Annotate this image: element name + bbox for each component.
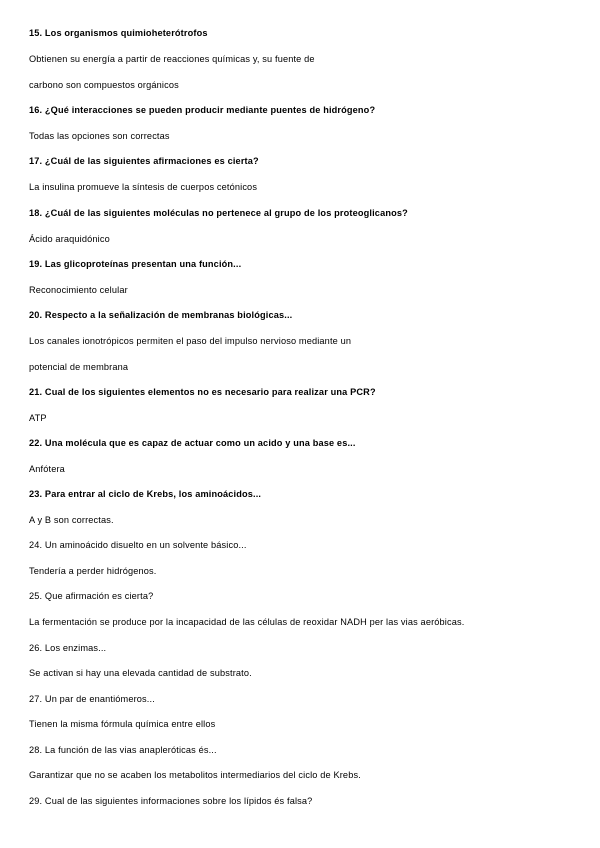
question-24: 24. Un aminoácido disuelto en un solvente básico... xyxy=(29,540,247,550)
question-17: 17. ¿Cuál de las siguientes afirmaciones es cierta? xyxy=(29,156,259,166)
answer-16: Todas las opciones son correctas xyxy=(29,131,170,141)
answer-18: Ácido araquidónico xyxy=(29,234,110,244)
question-18: 18. ¿Cuál de las siguientes moléculas no pertenece al grupo de los proteoglicanos? xyxy=(29,208,408,218)
question-23: 23. Para entrar al ciclo de Krebs, los aminoácidos... xyxy=(29,489,262,499)
question-21: 21. Cual de los siguientes elementos no es necesario para realizar una PCR? xyxy=(29,387,376,397)
question-25: 25. Que afirmación es cierta? xyxy=(29,591,154,601)
question-29: 29. Cual de las siguientes informaciones sobre los lípidos és falsa? xyxy=(29,796,313,806)
answer-25: La fermentación se produce por la incapacidad de las células de reoxidar NADH per las vias aeróbicas. xyxy=(29,617,465,627)
answer-21: ATP xyxy=(29,413,47,423)
answer-15-line-2: carbono son compuestos orgánicos xyxy=(29,80,179,90)
question-16: 16. ¿Qué interacciones se pueden producir mediante puentes de hidrógeno? xyxy=(29,105,376,115)
question-27: 27. Un par de enantiómeros... xyxy=(29,694,155,704)
answer-28: Garantizar que no se acaben los metabolitos intermediarios del ciclo de Krebs. xyxy=(29,770,361,780)
question-22: 22. Una molécula que es capaz de actuar como un acido y una base es... xyxy=(29,438,356,448)
question-19: 19. Las glicoproteínas presentan una función... xyxy=(29,259,242,269)
answer-15-line-1: Obtienen su energía a partir de reacciones químicas y, su fuente de xyxy=(29,54,315,64)
question-28: 28. La función de las vias anapleróticas és... xyxy=(29,745,217,755)
answer-22: Anfótera xyxy=(29,464,65,474)
answer-26: Se activan si hay una elevada cantidad de substrato. xyxy=(29,668,252,678)
answer-17: La insulina promueve la síntesis de cuerpos cetónicos xyxy=(29,182,258,192)
answer-20-line-1: Los canales ionotrópicos permiten el paso del impulso nervioso mediante un xyxy=(29,336,352,346)
question-26: 26. Los enzimas... xyxy=(29,643,107,653)
answer-19: Reconocimiento celular xyxy=(29,285,128,295)
answer-20-line-2: potencial de membrana xyxy=(29,362,129,372)
question-20: 20. Respecto a la señalización de membranas biológicas... xyxy=(29,310,293,320)
answer-24: Tendería a perder hidrógenos. xyxy=(29,566,157,576)
question-15: 15. Los organismos quimioheterótrofos xyxy=(29,28,208,38)
answer-23: A y B son correctas. xyxy=(29,515,114,525)
answer-27: Tienen la misma fórmula química entre ellos xyxy=(29,719,216,729)
